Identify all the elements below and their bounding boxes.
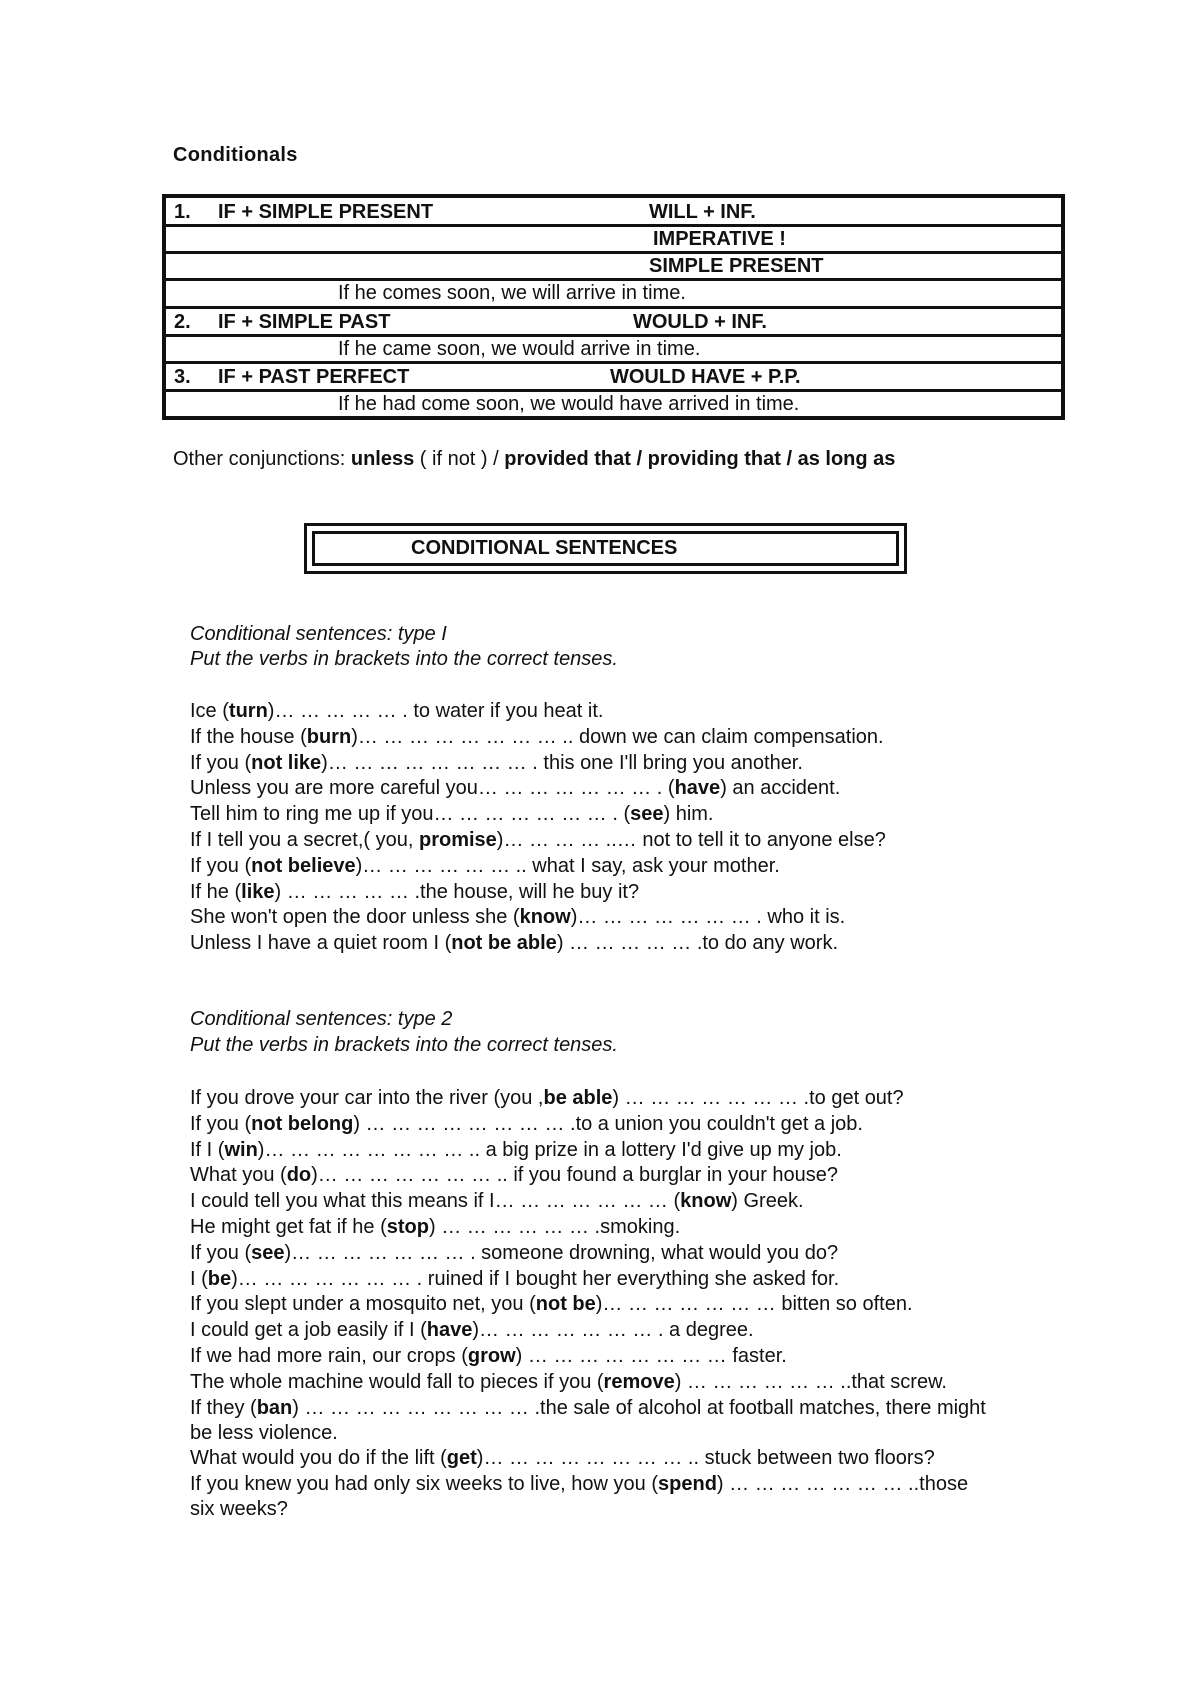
- item-suffix: ) … … … … … .the house, will he buy it?: [274, 880, 640, 903]
- verb-prompt: not be able: [451, 932, 557, 955]
- item-suffix: ) … … … … … .to do any work.: [556, 932, 838, 955]
- item-prefix: If you (: [190, 854, 252, 877]
- item-suffix: ) … … … … … … .smoking.: [428, 1216, 681, 1238]
- verb-prompt: see: [630, 803, 664, 826]
- table-row: [166, 392, 1061, 420]
- verb-prompt: see: [251, 1241, 285, 1264]
- item-text: [190, 752, 803, 775]
- item-prefix: I could get a job easily if I (: [190, 1319, 427, 1342]
- other-conjunctions: [173, 448, 895, 471]
- item-suffix: ) … … … … … … … .to get out?: [612, 1087, 904, 1109]
- item-text: [190, 1397, 986, 1420]
- item-suffix: )… … … … … … … . someone drowning, what would you do?: [284, 1241, 839, 1264]
- conjunctions-label: Other conjunctions:: [173, 448, 351, 470]
- item-suffix: ) Greek.: [731, 1190, 804, 1213]
- type2-instruction: Put the verbs in brackets into the correct tenses.: [190, 1034, 618, 1056]
- verb-prompt: not be: [535, 1293, 596, 1316]
- verb-prompt: be able: [543, 1087, 613, 1109]
- conditionals-table: [162, 194, 1065, 420]
- item-text: [190, 1242, 838, 1265]
- item-suffix: ) … … … … … … ..that screw.: [674, 1370, 947, 1393]
- verb-prompt: not like: [251, 751, 322, 774]
- item-prefix: If the house (: [190, 725, 307, 748]
- verb-prompt: know: [680, 1190, 732, 1213]
- verb-prompt: ban: [256, 1396, 293, 1419]
- item-text: [190, 1190, 804, 1213]
- verb-prompt: have: [426, 1319, 473, 1342]
- table-row: [166, 198, 1061, 227]
- item-suffix: )… … … … … … … … .. stuck between two floors?: [476, 1447, 935, 1470]
- main-clause: WILL + INF.: [649, 201, 756, 223]
- example-sentence: If he came soon, we would arrive in time.: [338, 338, 701, 360]
- table-row: [166, 337, 1061, 364]
- item-text: [190, 932, 838, 955]
- main-clause: SIMPLE PRESENT: [649, 255, 824, 277]
- verb-prompt: do: [286, 1164, 312, 1187]
- item-prefix: If you knew you had only six weeks to live, how you (: [190, 1473, 659, 1496]
- table-row: [166, 254, 1061, 281]
- item-text: [190, 1113, 863, 1136]
- verb-prompt: get: [446, 1447, 477, 1470]
- item-prefix: If they (: [190, 1396, 257, 1419]
- item-prefix: If I tell you a secret,( you,: [190, 829, 419, 851]
- item-prefix: What you (: [190, 1164, 287, 1187]
- verb-prompt: grow: [467, 1345, 516, 1367]
- section-heading-box: [304, 523, 907, 574]
- item-prefix: If you (: [190, 1241, 252, 1264]
- item-text: [190, 1293, 913, 1316]
- example-sentence: If he comes soon, we will arrive in time.: [338, 282, 686, 304]
- table-row: [166, 364, 1061, 392]
- verb-prompt: like: [241, 880, 275, 903]
- main-clause: WOULD + INF.: [633, 311, 767, 333]
- item-text: [190, 1319, 754, 1342]
- item-suffix: )… … … … … . to water if you heat it.: [267, 700, 604, 722]
- item-text: [190, 829, 886, 852]
- row-number: 2.: [174, 311, 191, 333]
- item-suffix: )… … … … … … … . a degree.: [472, 1319, 754, 1342]
- item-prefix: If you (: [190, 1112, 252, 1135]
- type1-title: Conditional sentences: type I: [190, 623, 447, 645]
- item-suffix: )… … … … … … .. what I say, ask your mother.: [355, 854, 780, 877]
- item-prefix: Ice (: [190, 700, 229, 722]
- conjunction-if-not: ( if not ) /: [414, 448, 505, 470]
- if-clause: IF + SIMPLE PRESENT: [218, 201, 434, 223]
- item-text: [190, 1345, 787, 1368]
- verb-prompt: turn: [228, 700, 268, 722]
- section-heading: CONDITIONAL SENTENCES: [411, 537, 678, 559]
- item-prefix: If you (: [190, 751, 252, 774]
- type1-instruction: Put the verbs in brackets into the correct tenses.: [190, 648, 618, 670]
- item-text: [190, 1473, 968, 1496]
- item-text: [190, 1268, 839, 1291]
- item-prefix: If you drove your car into the river (you ,: [190, 1087, 544, 1109]
- item-text: [190, 700, 603, 723]
- item-text: [190, 1216, 680, 1239]
- row-number: 1.: [174, 201, 191, 223]
- item-text: [190, 1139, 842, 1162]
- item-text: [190, 803, 713, 826]
- item-text: [190, 726, 884, 749]
- item-prefix: If you slept under a mosquito net, you (: [190, 1293, 536, 1316]
- item-prefix: He might get fat if he (: [190, 1216, 387, 1238]
- item-suffix: )… … … … … … … … .. a big prize in a lottery I'd give up my job.: [257, 1138, 842, 1161]
- item-suffix: )… … … … … … … … .. down we can claim compensation.: [351, 725, 884, 748]
- item-text: [190, 1087, 904, 1110]
- item-prefix: If we had more rain, our crops (: [190, 1345, 468, 1367]
- conjunction-unless: unless: [350, 448, 415, 470]
- verb-prompt: not believe: [251, 854, 356, 877]
- if-clause: IF + SIMPLE PAST: [218, 311, 391, 333]
- item-prefix: Unless you are more careful you… … … … … … … . (: [190, 777, 675, 800]
- verb-prompt: know: [519, 906, 571, 929]
- conjunction-list: provided that / providing that / as long as: [504, 448, 896, 470]
- example-sentence: If he had come soon, we would have arrived in time.: [338, 393, 800, 415]
- item-text: [190, 1164, 838, 1187]
- item-text: [190, 1447, 935, 1470]
- item-text: [190, 777, 840, 800]
- verb-prompt: be: [207, 1267, 232, 1290]
- main-clause: WOULD HAVE + P.P.: [610, 366, 801, 388]
- main-clause: IMPERATIVE !: [653, 228, 786, 250]
- row-number: 3.: [174, 366, 191, 388]
- item-prefix: The whole machine would fall to pieces if you (: [190, 1370, 604, 1393]
- item-suffix: )… … … … … … … … . this one I'll bring you another.: [321, 751, 803, 774]
- item-prefix: Unless I have a quiet room I (: [190, 932, 452, 955]
- item-suffix: ) … … … … … … … … .to a union you couldn't get a job.: [353, 1112, 863, 1135]
- item-continuation: six weeks?: [190, 1498, 288, 1521]
- table-row: [166, 227, 1061, 254]
- verb-prompt: remove: [603, 1370, 675, 1393]
- item-suffix: ) an accident.: [720, 777, 841, 800]
- item-suffix: )… … … … … … … . ruined if I bought her everything she asked for.: [231, 1267, 840, 1290]
- verb-prompt: burn: [306, 725, 352, 748]
- item-suffix: ) … … … … … … … … faster.: [515, 1345, 787, 1367]
- item-prefix: If he (: [190, 880, 242, 903]
- page-title: Conditionals: [173, 144, 298, 166]
- item-text: [190, 881, 639, 904]
- verb-prompt: not belong: [251, 1112, 354, 1135]
- item-text: [190, 906, 845, 929]
- item-prefix: She won't open the door unless she (: [190, 906, 520, 929]
- item-prefix: I could tell you what this means if I… … … … … … … (: [190, 1190, 681, 1213]
- item-prefix: Tell him to ring me up if you… … … … … … … . (: [190, 803, 631, 826]
- verb-prompt: promise: [418, 829, 497, 851]
- item-suffix: ) … … … … … … … ..those: [716, 1473, 969, 1496]
- type2-title: Conditional sentences: type 2: [190, 1008, 453, 1030]
- item-suffix: ) … … … … … … … … … .the sale of alcohol at football matches, there might: [292, 1396, 986, 1419]
- verb-prompt: have: [674, 777, 721, 800]
- item-continuation: be less violence.: [190, 1421, 338, 1444]
- table-row: [166, 309, 1061, 337]
- verb-prompt: win: [224, 1138, 258, 1161]
- item-prefix: I (: [190, 1267, 208, 1290]
- item-suffix: )… … … … ..… not to tell it to anyone else?: [496, 829, 886, 851]
- item-suffix: )… … … … … … … bitten so often.: [595, 1293, 913, 1316]
- item-suffix: )… … … … … … … . who it is.: [570, 906, 846, 929]
- item-suffix: ) him.: [663, 803, 714, 826]
- verb-prompt: spend: [658, 1473, 717, 1496]
- table-row: [166, 281, 1061, 309]
- item-suffix: )… … … … … … … .. if you found a burglar in your house?: [311, 1164, 839, 1187]
- if-clause: IF + PAST PERFECT: [218, 366, 410, 388]
- item-prefix: If I (: [190, 1138, 225, 1161]
- item-text: [190, 855, 780, 878]
- item-text: [190, 1371, 947, 1394]
- verb-prompt: stop: [386, 1216, 429, 1238]
- item-prefix: What would you do if the lift (: [190, 1447, 447, 1470]
